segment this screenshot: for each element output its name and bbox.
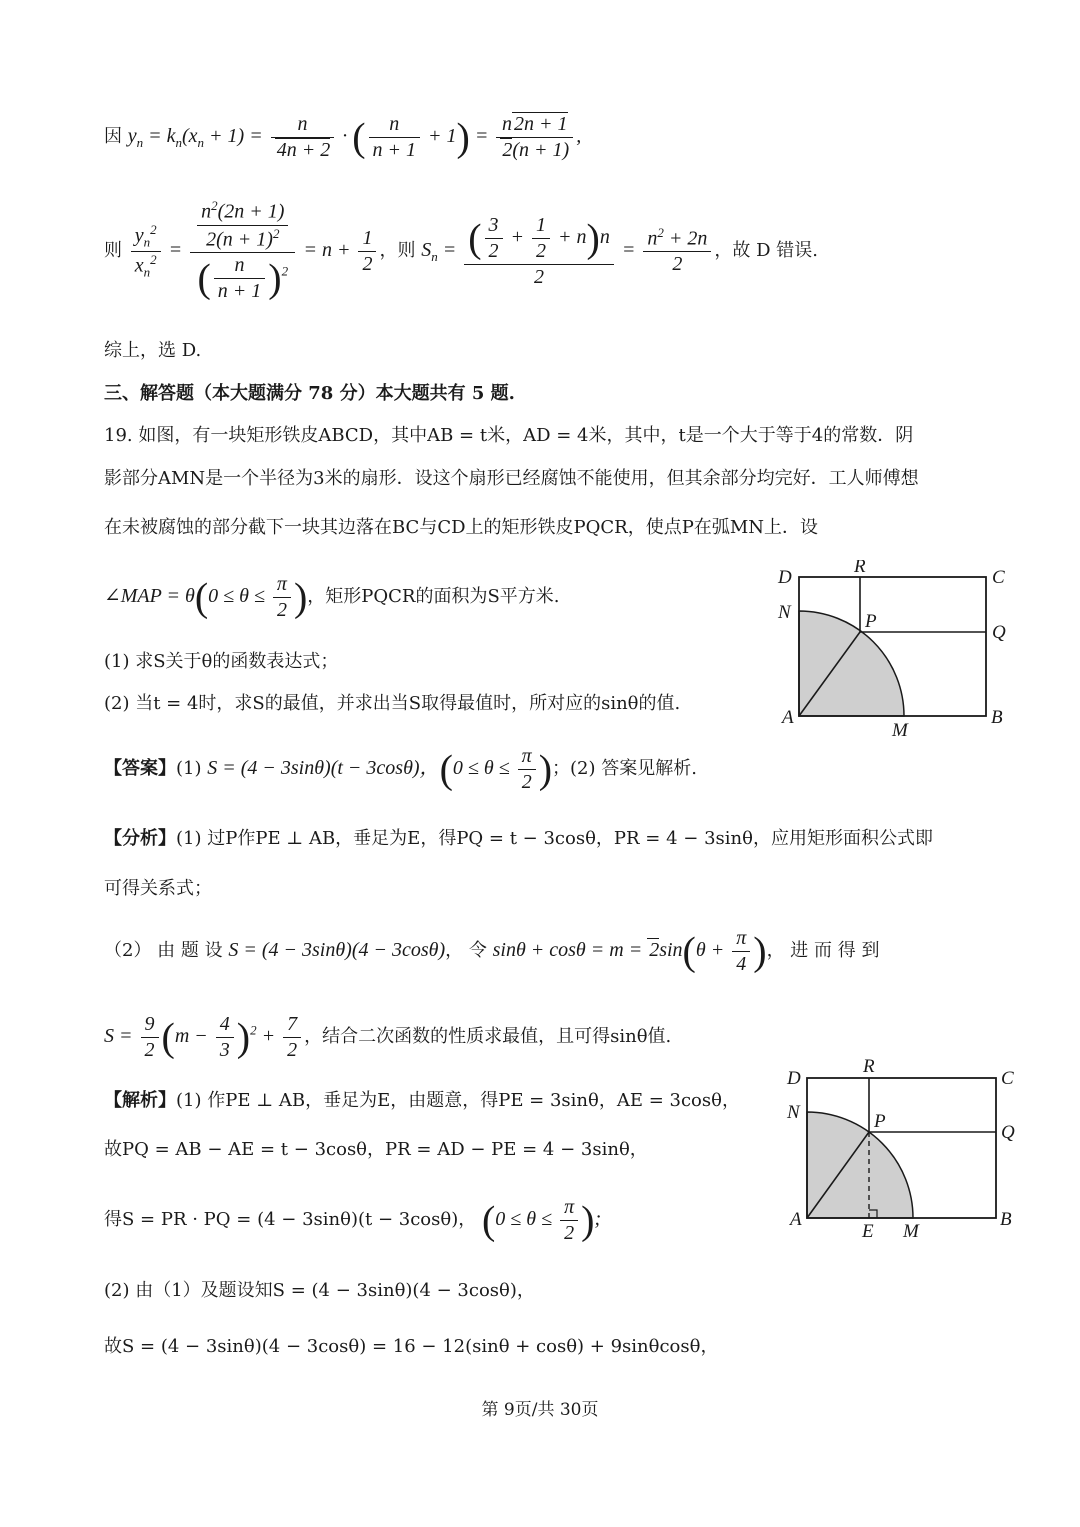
label-d: D xyxy=(778,567,792,588)
answer: 【答案】(1) S = (4 − 3sinθ)(t − 3cosθ)，(0 ≤ θ ≤ $\frac{\pi}{2}$ )；(2) 答案见解析. xyxy=(104,745,697,793)
analysis-line-1: 【分析】(1) 过P作PE ⊥ AB，垂足为E，得PQ = t − 3cosθ，PR = 4 − 3sinθ，应用矩形面积公式即 xyxy=(104,828,933,849)
label-c: C xyxy=(1001,1068,1014,1089)
label-n: N xyxy=(787,1102,800,1123)
label-r: R xyxy=(854,560,866,577)
label-d: D xyxy=(787,1068,801,1089)
solution-line-1: 【解析】(1) 作PE ⊥ AB，垂足为E，由题意，得PE = 3sinθ，AE = 3cosθ， xyxy=(104,1090,740,1111)
page-footer: 第 9页/共 30页 xyxy=(481,1400,599,1420)
analysis-line-2: 可得关系式； xyxy=(104,878,212,899)
q19-part-1: (1) 求S关于θ的函数表达式； xyxy=(104,651,339,672)
solution-line-4: (2) 由（1）及题设知S = (4 − 3sinθ)(4 − 3cosθ)， xyxy=(104,1280,535,1301)
q19-line-1: 19. 如图，有一块矩形铁皮ABCD，其中AB = t米，AD = 4米，其中，t是一个大于等于4的常数．阴 xyxy=(104,425,914,446)
solution-line-5: 故S = (4 − 3sinθ)(4 − 3cosθ) = 16 − 12(sinθ + cosθ) + 9sinθcosθ， xyxy=(104,1336,719,1357)
figure-1 xyxy=(770,560,1030,745)
sector-shade xyxy=(799,611,904,716)
label-p: P xyxy=(865,611,877,632)
formula-yn: 因 $y_n = k_n(x_n + 1)$ = $\frac{n}{4n + 2}$ · ( $\frac{n}{n + 1}$ + 1) = $\frac{n 2n + 1}{2(n + 1)}$ , xyxy=(104,113,582,161)
label-r: R xyxy=(863,1056,875,1077)
q19-line-3: 在未被腐蚀的部分截下一块其边落在BC与CD上的矩形铁皮PQCR，使点P在弧MN上．设 xyxy=(104,517,819,538)
label-n: N xyxy=(778,602,791,623)
formula-ratio: 则 $\frac{y_n^2}{x_n^2}$ = $\frac{n^2(2n + 1)}{2(n + 1)^2}$ ( $\frac{n}{n + 1}$ )$^2$ = n + $\frac{1}{2}$ ，则 $S_n$ = ( $\frac{3}{2}$ + $\frac{1}{2}$ + n)n 2 = $\frac{n^2 + 2n}{2}$ ，故 D 错误. xyxy=(104,198,818,303)
label-m: M xyxy=(903,1221,919,1242)
q19-line-2: 影部分AMN是一个半径为3米的扇形．设这个扇形已经腐蚀不能使用，但其余部分均完好．工人师傅想 xyxy=(104,468,919,489)
figure-2 xyxy=(780,1055,1040,1245)
analysis-line-3: （2） 由 题 设 S = (4 − 3sinθ)(4 − 3cosθ)， 令 sinθ + cosθ = m = 2sin(θ + $\frac{\pi}{4}$ )， 进 而 得 到 xyxy=(104,927,880,975)
q19-part-2: (2) 当t = 4时，求S的最值，并求出当S取得最值时，所对应的sinθ的值. xyxy=(104,693,681,714)
label-b: B xyxy=(1000,1209,1012,1230)
label-m: M xyxy=(892,720,908,741)
solution-line-3: 得S = PR · PQ = (4 − 3sinθ)(t − 3cosθ)， (0 ≤ θ ≤ $\frac{\pi}{2}$ ); xyxy=(104,1196,602,1244)
analysis-line-4: S = $\frac{9}{2}$ (m − $\frac{4}{3}$ )$^2$ + $\frac{7}{2}$ ，结合二次函数的性质求最值，且可得sinθ值. xyxy=(104,1013,672,1061)
sector-shade xyxy=(807,1112,913,1218)
label-a: A xyxy=(790,1209,802,1230)
summary: 综上，选 D. xyxy=(104,340,202,361)
label-e: E xyxy=(862,1221,874,1242)
label-a: A xyxy=(782,707,794,728)
label-c: C xyxy=(992,567,1005,588)
label-q: Q xyxy=(1001,1122,1015,1143)
label-q: Q xyxy=(992,622,1006,643)
label-p: P xyxy=(874,1111,886,1132)
label-b: B xyxy=(991,707,1003,728)
q19-line-4: ∠MAP = θ(0 ≤ θ ≤ $\frac{\pi}{2}$ )，矩形PQCR的面积为S平方米. xyxy=(104,573,560,621)
section-heading: 三、解答题（本大题满分 78 分）本大题共有 5 题. xyxy=(104,383,515,404)
solution-line-2: 故PQ = AB − AE = t − 3cosθ，PR = AD − PE = 4 − 3sinθ， xyxy=(104,1139,648,1160)
